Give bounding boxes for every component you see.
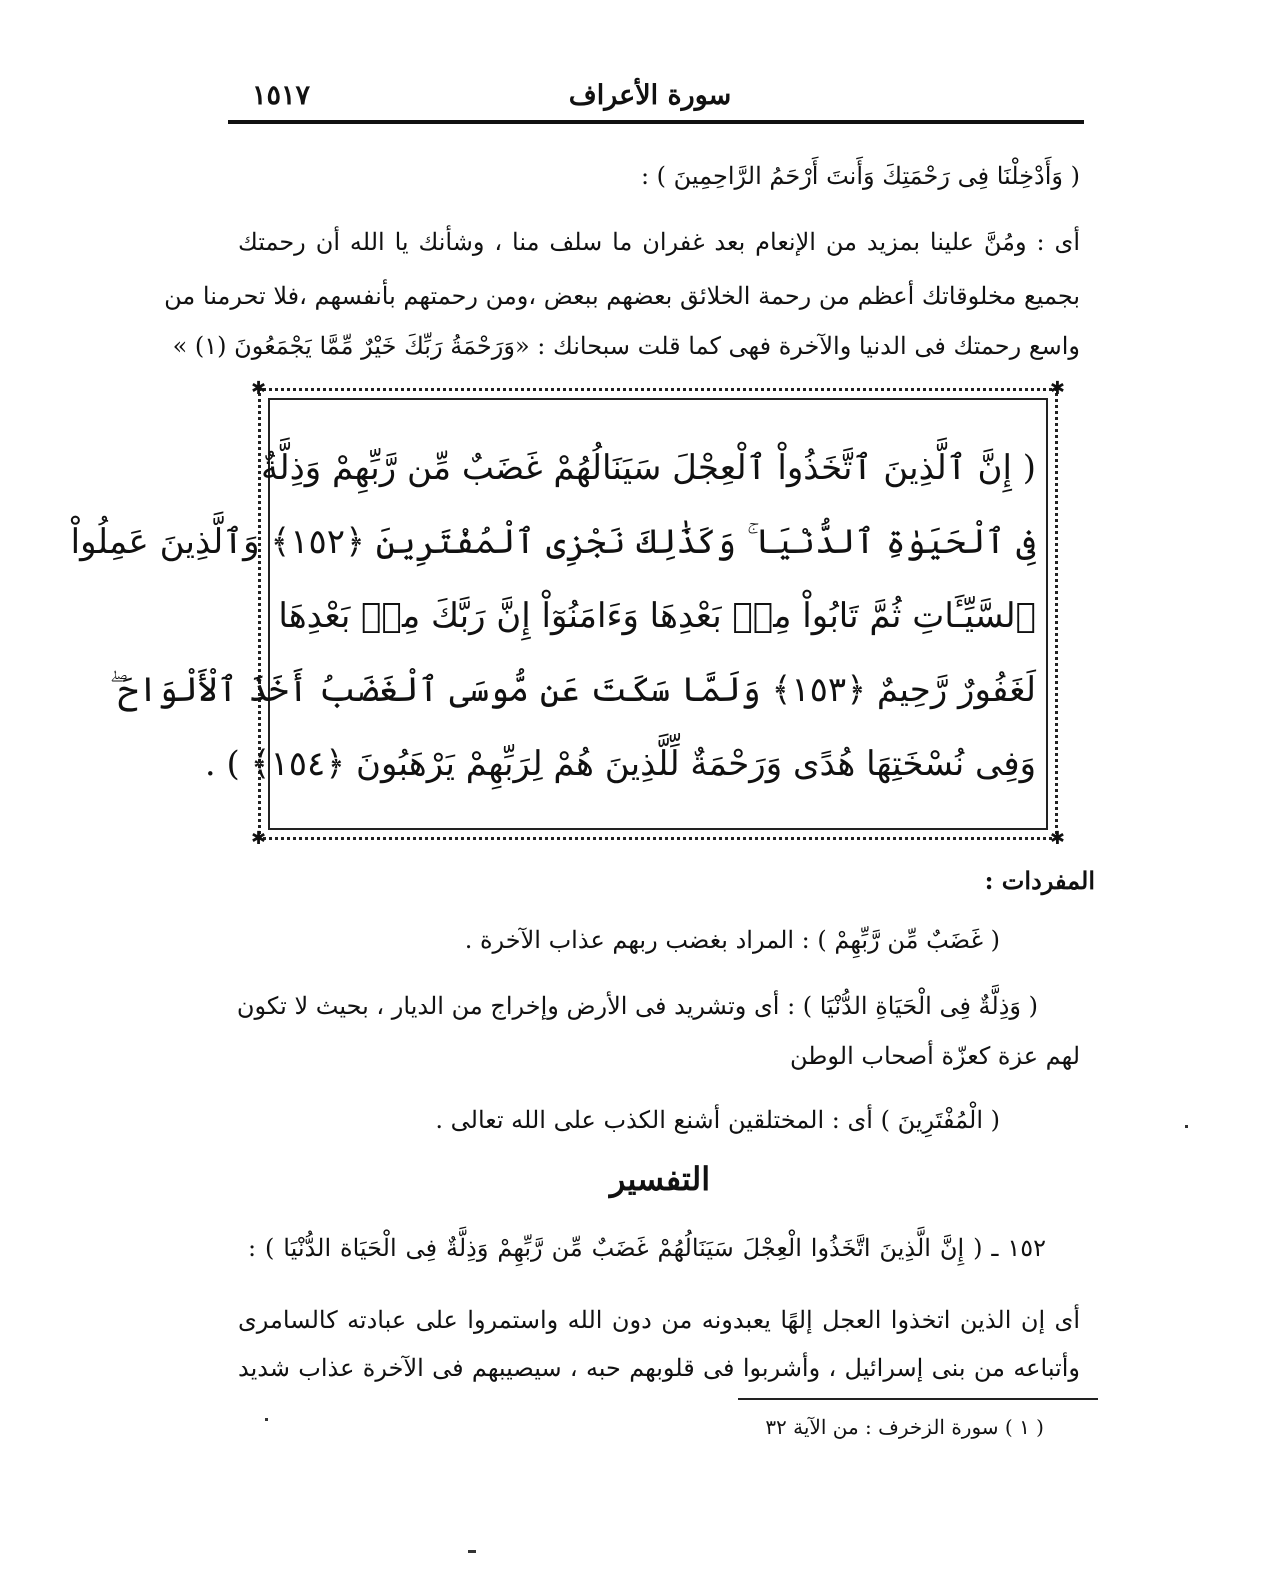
- quran-line: ( إِنَّ ٱلَّذِينَ ٱتَّخَذُواْ ٱلْعِجْلَ سَيَنَالُهُمْ غَضَبٌ مِّن رَّبِّهِمْ وَذِلَّةٌ: [261, 448, 1036, 488]
- footnote: ( ١ ) سورة الزخرف : من الآية ٣٢: [765, 1415, 1044, 1439]
- vocabulary-entry: ( وَذِلَّةٌ فِى الْحَيَاةِ الدُّنْيَا ) : أى وتشريد فى الأرض وإخراج من الديار ، بحيث لا تكون: [236, 992, 1038, 1020]
- quran-line: لَغَفُورٌ رَّحِيمٌ ﴿١٥٣﴾ وَلَمَّا سَكَتَ عَن مُّوسَى ٱلْغَضَبُ أَخَذَ ٱلْأَلْوَاحَ ۖ: [109, 670, 1036, 710]
- header-rule: [228, 120, 1084, 124]
- tafsir-verse-line: ١٥٢ ـ ( إِنَّ الَّذِينَ اتَّخَذُوا الْعِجْلَ سَيَنَالُهُمْ غَضَبٌ مِّن رَّبِّهِمْ وَذِلَّةٌ فِى الْحَيَاة الدُّنْيَا ) :: [248, 1234, 1046, 1262]
- tafsir-line: وأتباعه من بنى إسرائيل ، وأشربوا فى قلوبهم حبه ، سيصيبهم فى الآخرة عذاب شديد: [238, 1354, 1080, 1382]
- frame-corner-star-icon: ✱: [251, 828, 267, 849]
- intro-line: أى : ومُنَّ علينا بمزيد من الإنعام بعد غفران ما سلف منا ، وشأنك يا الله أن رحمتك: [238, 228, 1080, 256]
- quran-line: فِى ٱلْحَيَوٰةِ ٱلدُّنْيَا ۚ وَكَذَٰلِكَ نَجْزِى ٱلْمُفْتَرِينَ ﴿١٥٢﴾ وَٱلَّذِينَ عَمِلُواْ: [70, 522, 1036, 562]
- surah-title: سورة الأعراف: [568, 80, 732, 111]
- intro-line: واسع رحمتك فى الدنيا والآخرة فهى كما قلت سبحانك : «وَرَحْمَةُ رَبِّكَ خَيْرٌ مِّمَّا يَجْمَعُونَ (١) »: [172, 332, 1080, 360]
- quran-line: وَفِى نُسْخَتِهَا هُدًى وَرَحْمَةٌ لِّلَّذِينَ هُمْ لِرَبِّهِمْ يَرْهَبُونَ ﴿١٥٤﴾ ) .: [204, 744, 1036, 784]
- scan-speck: [468, 1550, 476, 1553]
- scan-speck: [265, 1418, 268, 1421]
- quran-verse-frame: [70, 378, 1065, 849]
- scan-speck: [1185, 1125, 1188, 1128]
- vocabulary-entry-continuation: لهم عزة كعزّة أصحاب الوطن: [789, 1042, 1080, 1070]
- vocabulary-heading: المفردات :: [984, 866, 1095, 895]
- frame-corner-star-icon: ✱: [1049, 378, 1065, 399]
- footnote-rule: [738, 1398, 1098, 1400]
- frame-corner-star-icon: ✱: [1049, 828, 1065, 849]
- intro-verse-end: ( وَأَدْخِلْنَا فِى رَحْمَتِكَ وَأَنتَ أَرْحَمُ الرَّاحِمِينَ ) :: [640, 162, 1080, 190]
- page-number: ١٥١٧: [252, 80, 311, 111]
- vocabulary-entry: ( غَضَبٌ مِّن رَّبِّهِمْ ) : المراد بغضب ربهم عذاب الآخرة .: [464, 926, 1000, 954]
- intro-line: بجميع مخلوقاتك أعظم من رحمة الخلائق بعضهم ببعض ،ومن رحمتهم بأنفسهم ،فلا تحرمنا من: [164, 282, 1080, 310]
- tafsir-line: أى إن الذين اتخذوا العجل إلهًا يعبدونه من دون الله واستمروا على عبادته كالسامرى: [238, 1306, 1080, 1334]
- vocabulary-entry: ( الْمُفْتَرِينَ ) أى : المختلقين أشنع الكذب على الله تعالى .: [435, 1106, 1000, 1134]
- tafsir-heading: التفسير: [609, 1160, 711, 1198]
- frame-corner-star-icon: ✱: [251, 378, 267, 399]
- quran-line: ٱلسَّيِّـَٔاتِ ثُمَّ تَابُواْ مِنۢ بَعْدِهَا وَءَامَنُوٓاْ إِنَّ رَبَّكَ مِنۢ بَعْدِهَا: [278, 596, 1036, 636]
